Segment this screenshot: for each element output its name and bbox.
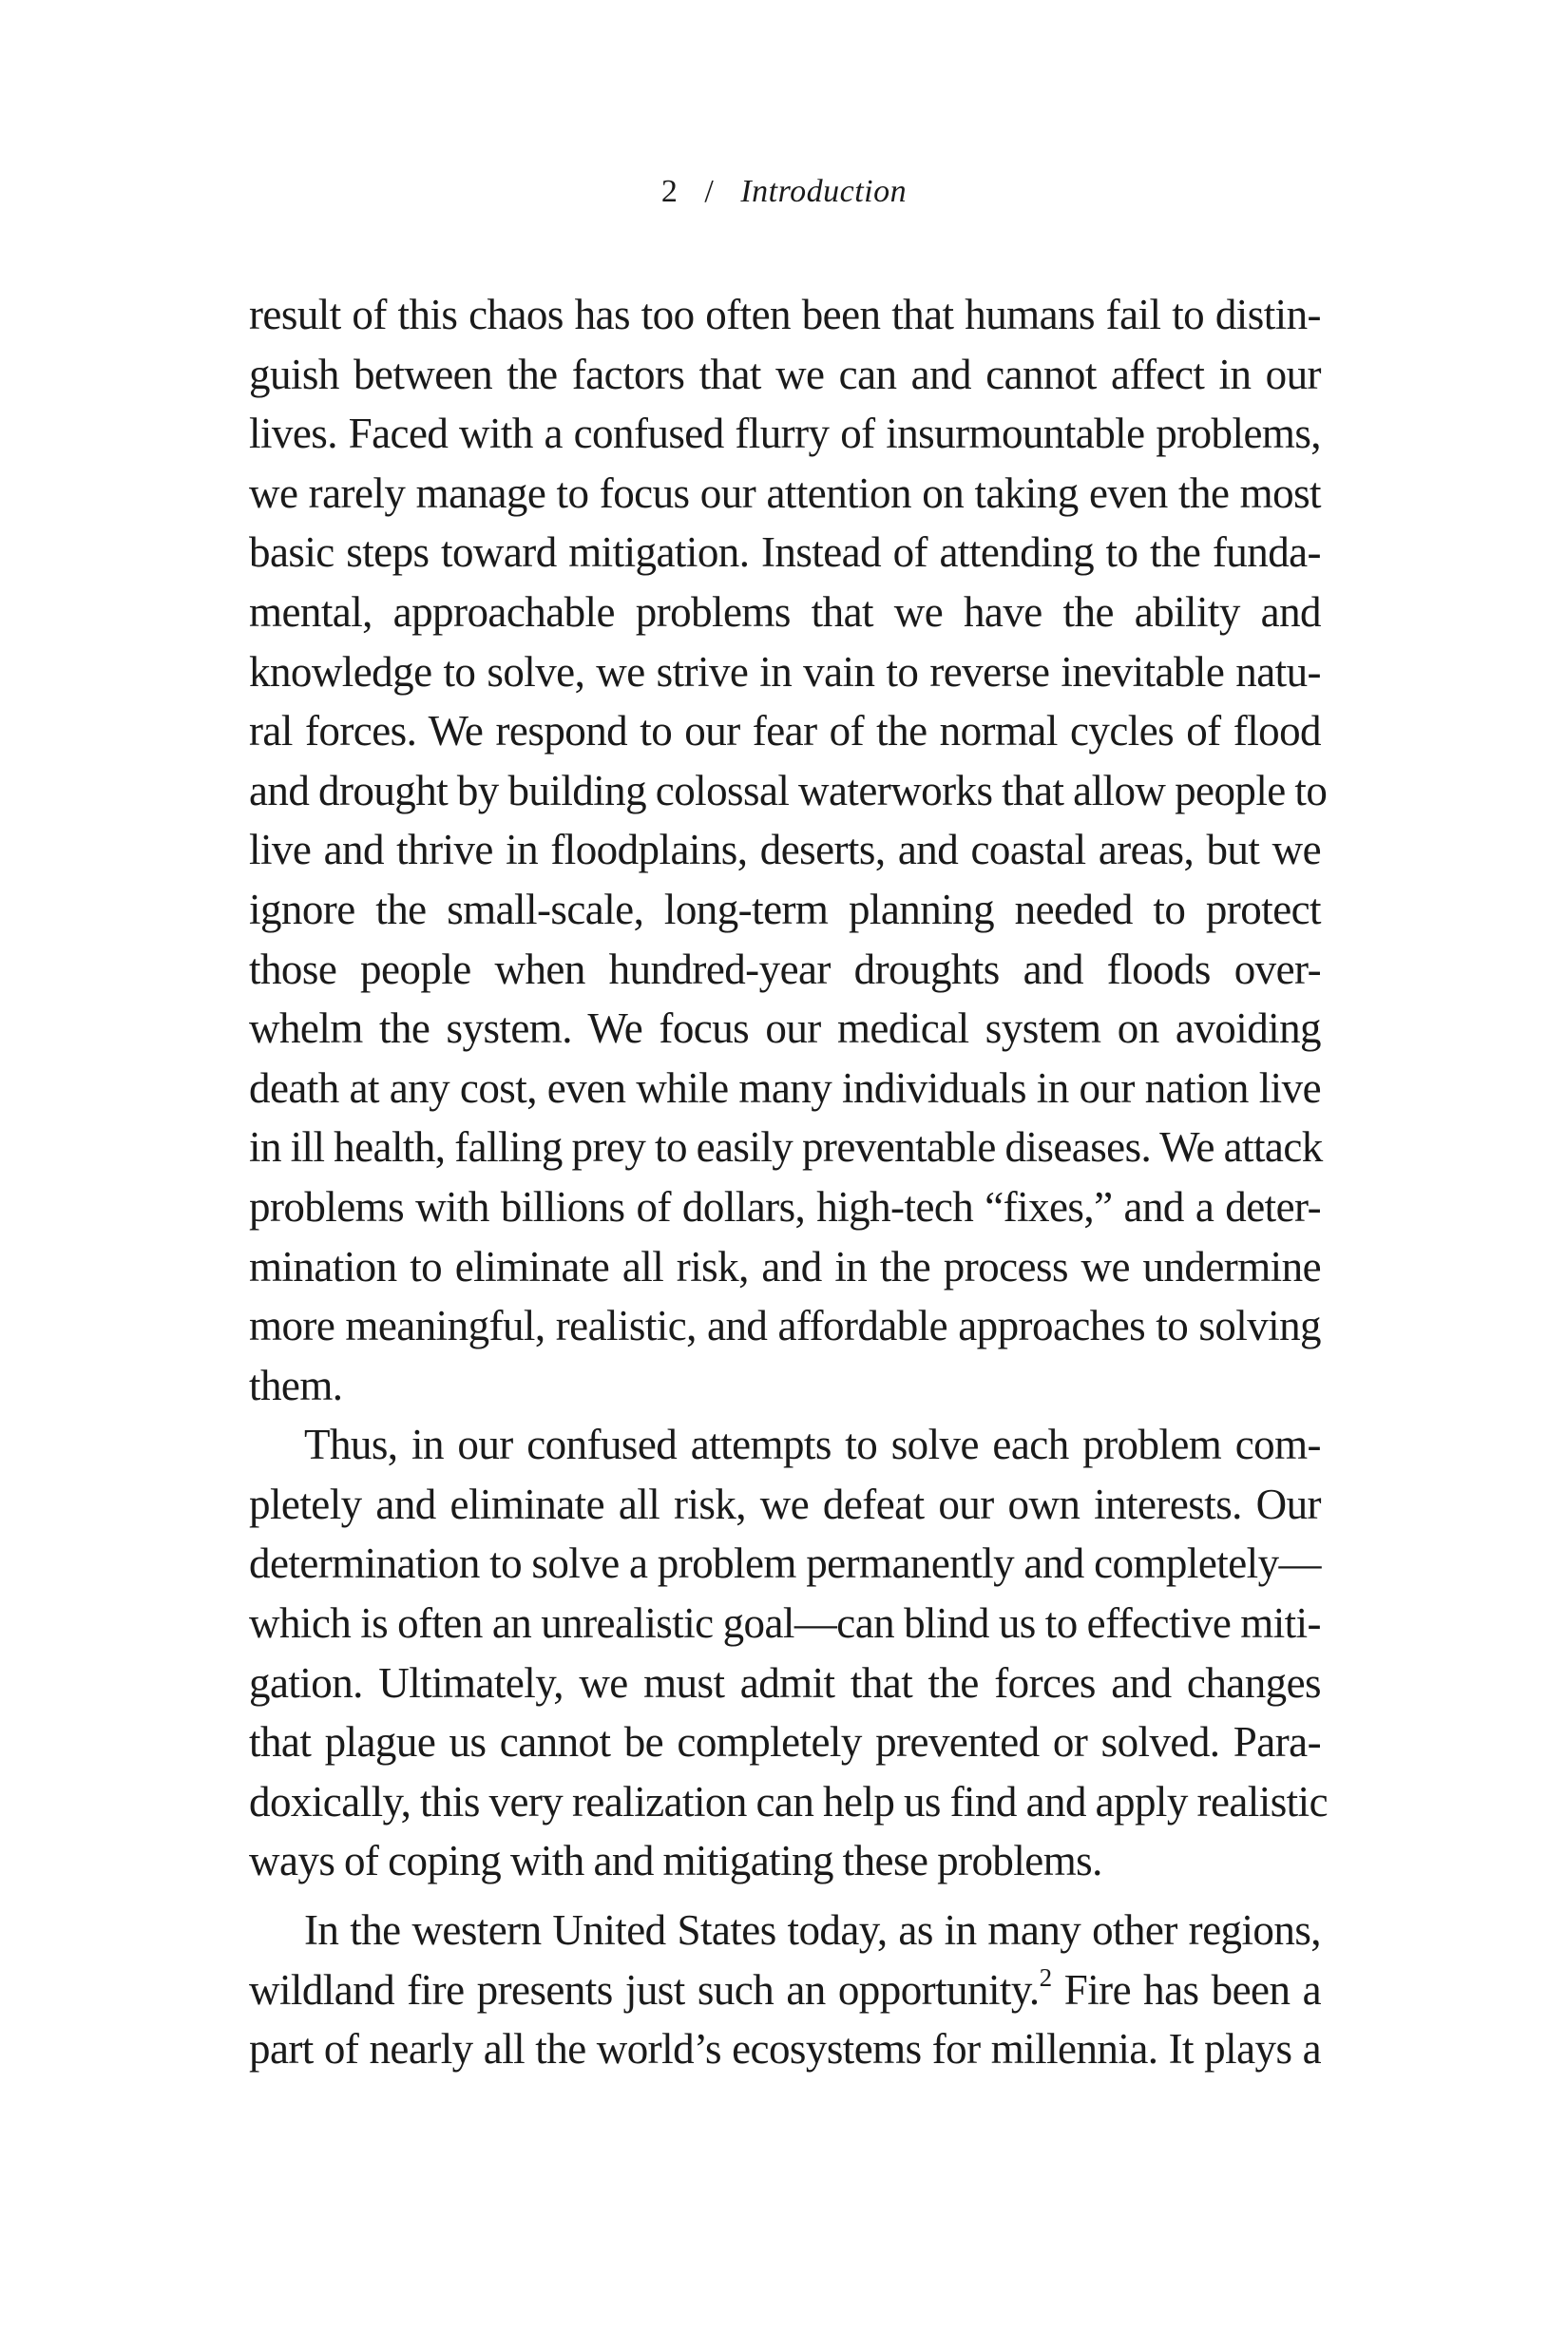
text-line: result of this chaos has too often been that humans fail to distin- [249, 291, 1321, 338]
text-line: and drought by building colossal waterworks that allow people to [249, 766, 1328, 814]
text-line: which is often an unrealistic goal—can blind us to effective miti- [249, 1599, 1321, 1648]
text-line: death at any cost, even while many individuals in our nation live [249, 1063, 1321, 1112]
text-line: determination to solve a problem permanently and completely— [249, 1539, 1321, 1588]
text-fragment: Fire has been a [1051, 1965, 1322, 2014]
text-line: problems with billions of dollars, high-tech “fixes,” and a deter- [249, 1182, 1321, 1231]
body-text [249, 285, 1328, 2079]
running-head [0, 169, 1568, 215]
text-line: part of nearly all the world’s ecosystems for millennia. It plays a [249, 2025, 1321, 2074]
text-line: Thus, in our confused attempts to solve each problem com- [304, 1421, 1321, 1469]
text-line: those people when hundred-year droughts and floods over- [249, 945, 1321, 993]
text-line: we rarely manage to focus our attention on taking even the most [249, 468, 1321, 517]
paragraph-2 [249, 1415, 1328, 1891]
text-line: in ill health, falling prey to easily preventable diseases. We attack [249, 1123, 1323, 1172]
text-line: gation. Ultimately, we must admit that the forces and changes [249, 1658, 1321, 1707]
text-line: knowledge to solve, we strive in vain to reverse inevitable natu- [249, 647, 1321, 696]
text-line: In the western United States today, as in many other regions, [304, 1906, 1321, 1955]
text-line: ways of coping with and mitigating these problems. [249, 1837, 1102, 1885]
page-number: 2 [660, 174, 679, 209]
text-line: mination to eliminate all risk, and in the process we undermine [249, 1242, 1321, 1291]
text-line: pletely and eliminate all risk, we defeat our own interests. Our [249, 1480, 1321, 1528]
paragraph-1 [249, 285, 1328, 1415]
text-line: doxically, this very realization can help us find and apply realistic [249, 1777, 1328, 1826]
paragraph-spacer [249, 1891, 1321, 1901]
text-line: live and thrive in floodplains, deserts, and coastal areas, but we [249, 826, 1321, 874]
text-line: ral forces. We respond to our fear of the normal cycles of flood [249, 707, 1321, 755]
text-line: that plague us cannot be completely prevented or solved. Para- [249, 1718, 1321, 1767]
text-fragment: wildland fire presents just such an opportunity. [249, 1965, 1040, 2014]
text-line: guish between the factors that we can and cannot affect in our [249, 350, 1321, 398]
text-line: basic steps toward mitigation. Instead of attending to the funda- [249, 528, 1321, 577]
paragraph-3 [249, 1901, 1321, 2079]
text-line: ignore the small-scale, long-term planning needed to protect [249, 885, 1321, 933]
section-title: Introduction [740, 174, 908, 209]
text-line: lives. Faced with a confused flurry of insurmountable problems, [249, 410, 1321, 458]
running-head-separator: / [704, 174, 715, 209]
text-line: them. [249, 1361, 343, 1409]
footnote-reference[interactable]: 2 [1039, 1962, 1052, 1992]
text-line [249, 1960, 1321, 2020]
text-line: more meaningful, realistic, and affordable approaches to solving [249, 1302, 1321, 1350]
text-line: mental, approachable problems that we have the ability and [249, 587, 1321, 636]
text-line: whelm the system. We focus our medical system on avoiding [249, 1004, 1321, 1053]
